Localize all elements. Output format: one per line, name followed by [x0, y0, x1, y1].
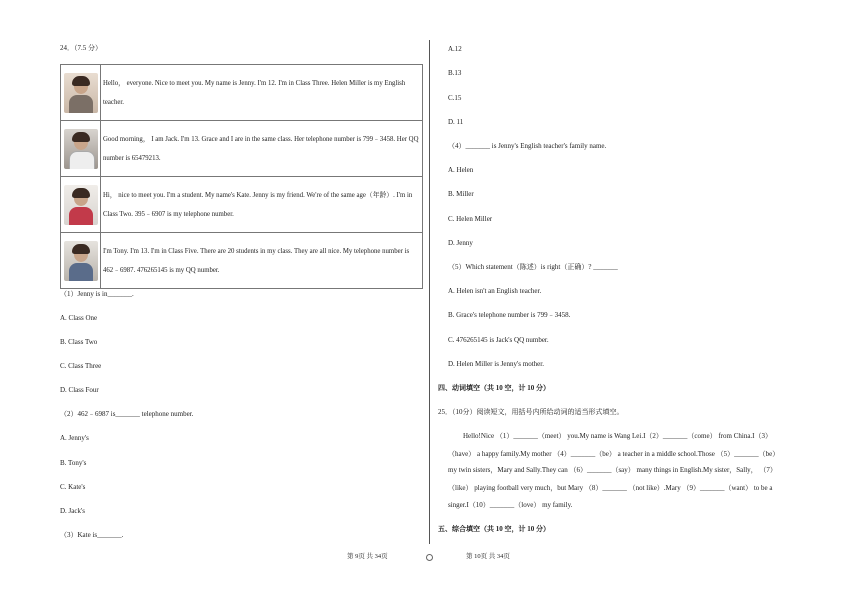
question-5: （5）Which statement（陈述）is right（正确）? _______ [448, 263, 618, 271]
option-text: B. Miller [448, 190, 474, 198]
profile-text: I'm Tony. I'm 13. I'm in Class Five. There are 20 students in my class. They are all nice. My telephone number is 462﹣6987. 476265145 is my QQ number. [101, 233, 423, 289]
option-text: B. Class Two [60, 338, 98, 346]
passage-line: （like） playing football very much，but Mary （8）_______ （not like）.Mary （9）_______（want） to be a [448, 484, 773, 492]
section-5-title: 五、综合填空（共 10 空，计 10 分） [438, 525, 550, 533]
profile-text: Good morning， I am Jack. I'm 13. Grace and I are in the same class. Her telephone number is 799﹣3458. Her QQ number is 65479213. [101, 121, 423, 177]
option-text: D. Jenny [448, 239, 473, 247]
option-text: B. Tony's [60, 459, 87, 467]
question-3: （3）Kate is_______. [60, 531, 124, 539]
option-text: B. Grace's telephone number is 799﹣3458. [448, 311, 571, 319]
right-page-number: 第 10页 共 34页 [466, 553, 510, 560]
question-1: （1）Jenny is in_______. [60, 290, 134, 298]
section-4-title: 四、动词填空（共 10 空，计 10 分） [438, 384, 550, 392]
girl-photo-icon [64, 73, 98, 113]
binding-circle-icon [426, 554, 433, 561]
passage-line: Hello!Nice （1）_______（meet） you.My name is Wang Lei.I（2）_______（come） from China.I（3） [463, 432, 773, 440]
profile-row-jenny [61, 65, 423, 121]
option-text: C. Helen Miller [448, 215, 493, 223]
profile-table [60, 64, 423, 289]
option-text: D. Jack's [60, 507, 85, 515]
option-text: C. 476265145 is Jack's QQ number. [448, 336, 549, 344]
profile-row-kate [61, 177, 423, 233]
option-text: B.13 [448, 69, 462, 77]
option-text: A. Helen isn't an English teacher. [448, 287, 542, 295]
passage-line: （have） a happy family.My mother （4）_______（be） a teacher in a middle school.Those （5）_______（be） [448, 450, 780, 458]
question-4: （4）_______ is Jenny's English teacher's family name. [448, 142, 607, 150]
option-text: C. Kate's [60, 483, 86, 491]
option-text: C. Class Three [60, 362, 102, 370]
option-text: A. Class One [60, 314, 98, 322]
option-text: A. Helen [448, 166, 474, 174]
profile-row-tony [61, 233, 423, 289]
option-text: A.12 [448, 45, 462, 53]
option-text: A. Jenny's [60, 434, 89, 442]
passage-line: my twin sisters，Mary and Sally.They can （6）_______（say） many things in English.My sister，Sally， （7） [448, 466, 777, 474]
option-text: D. Class Four [60, 386, 99, 394]
girl-standing-photo-icon [64, 185, 98, 225]
girl-writing-photo-icon [64, 129, 98, 169]
question-25-header: 25．（10分）阅读短文，用括号内所给动词的适当形式填空。 [438, 408, 624, 416]
profile-row-jack [61, 121, 423, 177]
column-divider [429, 40, 430, 544]
question-2: （2）462﹣6987 is_______ telephone number. [60, 410, 194, 418]
profile-text: Hi， nice to meet you. I'm a student. My name's Kate. Jenny is my friend. We're of the same age（年龄）. I'm in Class Two. 395﹣6907 is my telephone number. [101, 177, 423, 233]
option-text: D. Helen Miller is Jenny's mother. [448, 360, 544, 368]
option-text: D. 11 [448, 118, 464, 126]
question-24-header: 24．（7.5 分） [60, 44, 102, 52]
boy-studying-photo-icon [64, 241, 98, 281]
option-text: C.15 [448, 94, 462, 102]
profile-text: Hello， everyone. Nice to meet you. My name is Jenny. I'm 12. I'm in Class Three. Helen Miller is my English teacher. [101, 65, 423, 121]
left-page-number: 第 9页 共 34页 [347, 553, 388, 560]
passage-line: singer.I（10）_______（love） my family. [448, 501, 573, 509]
